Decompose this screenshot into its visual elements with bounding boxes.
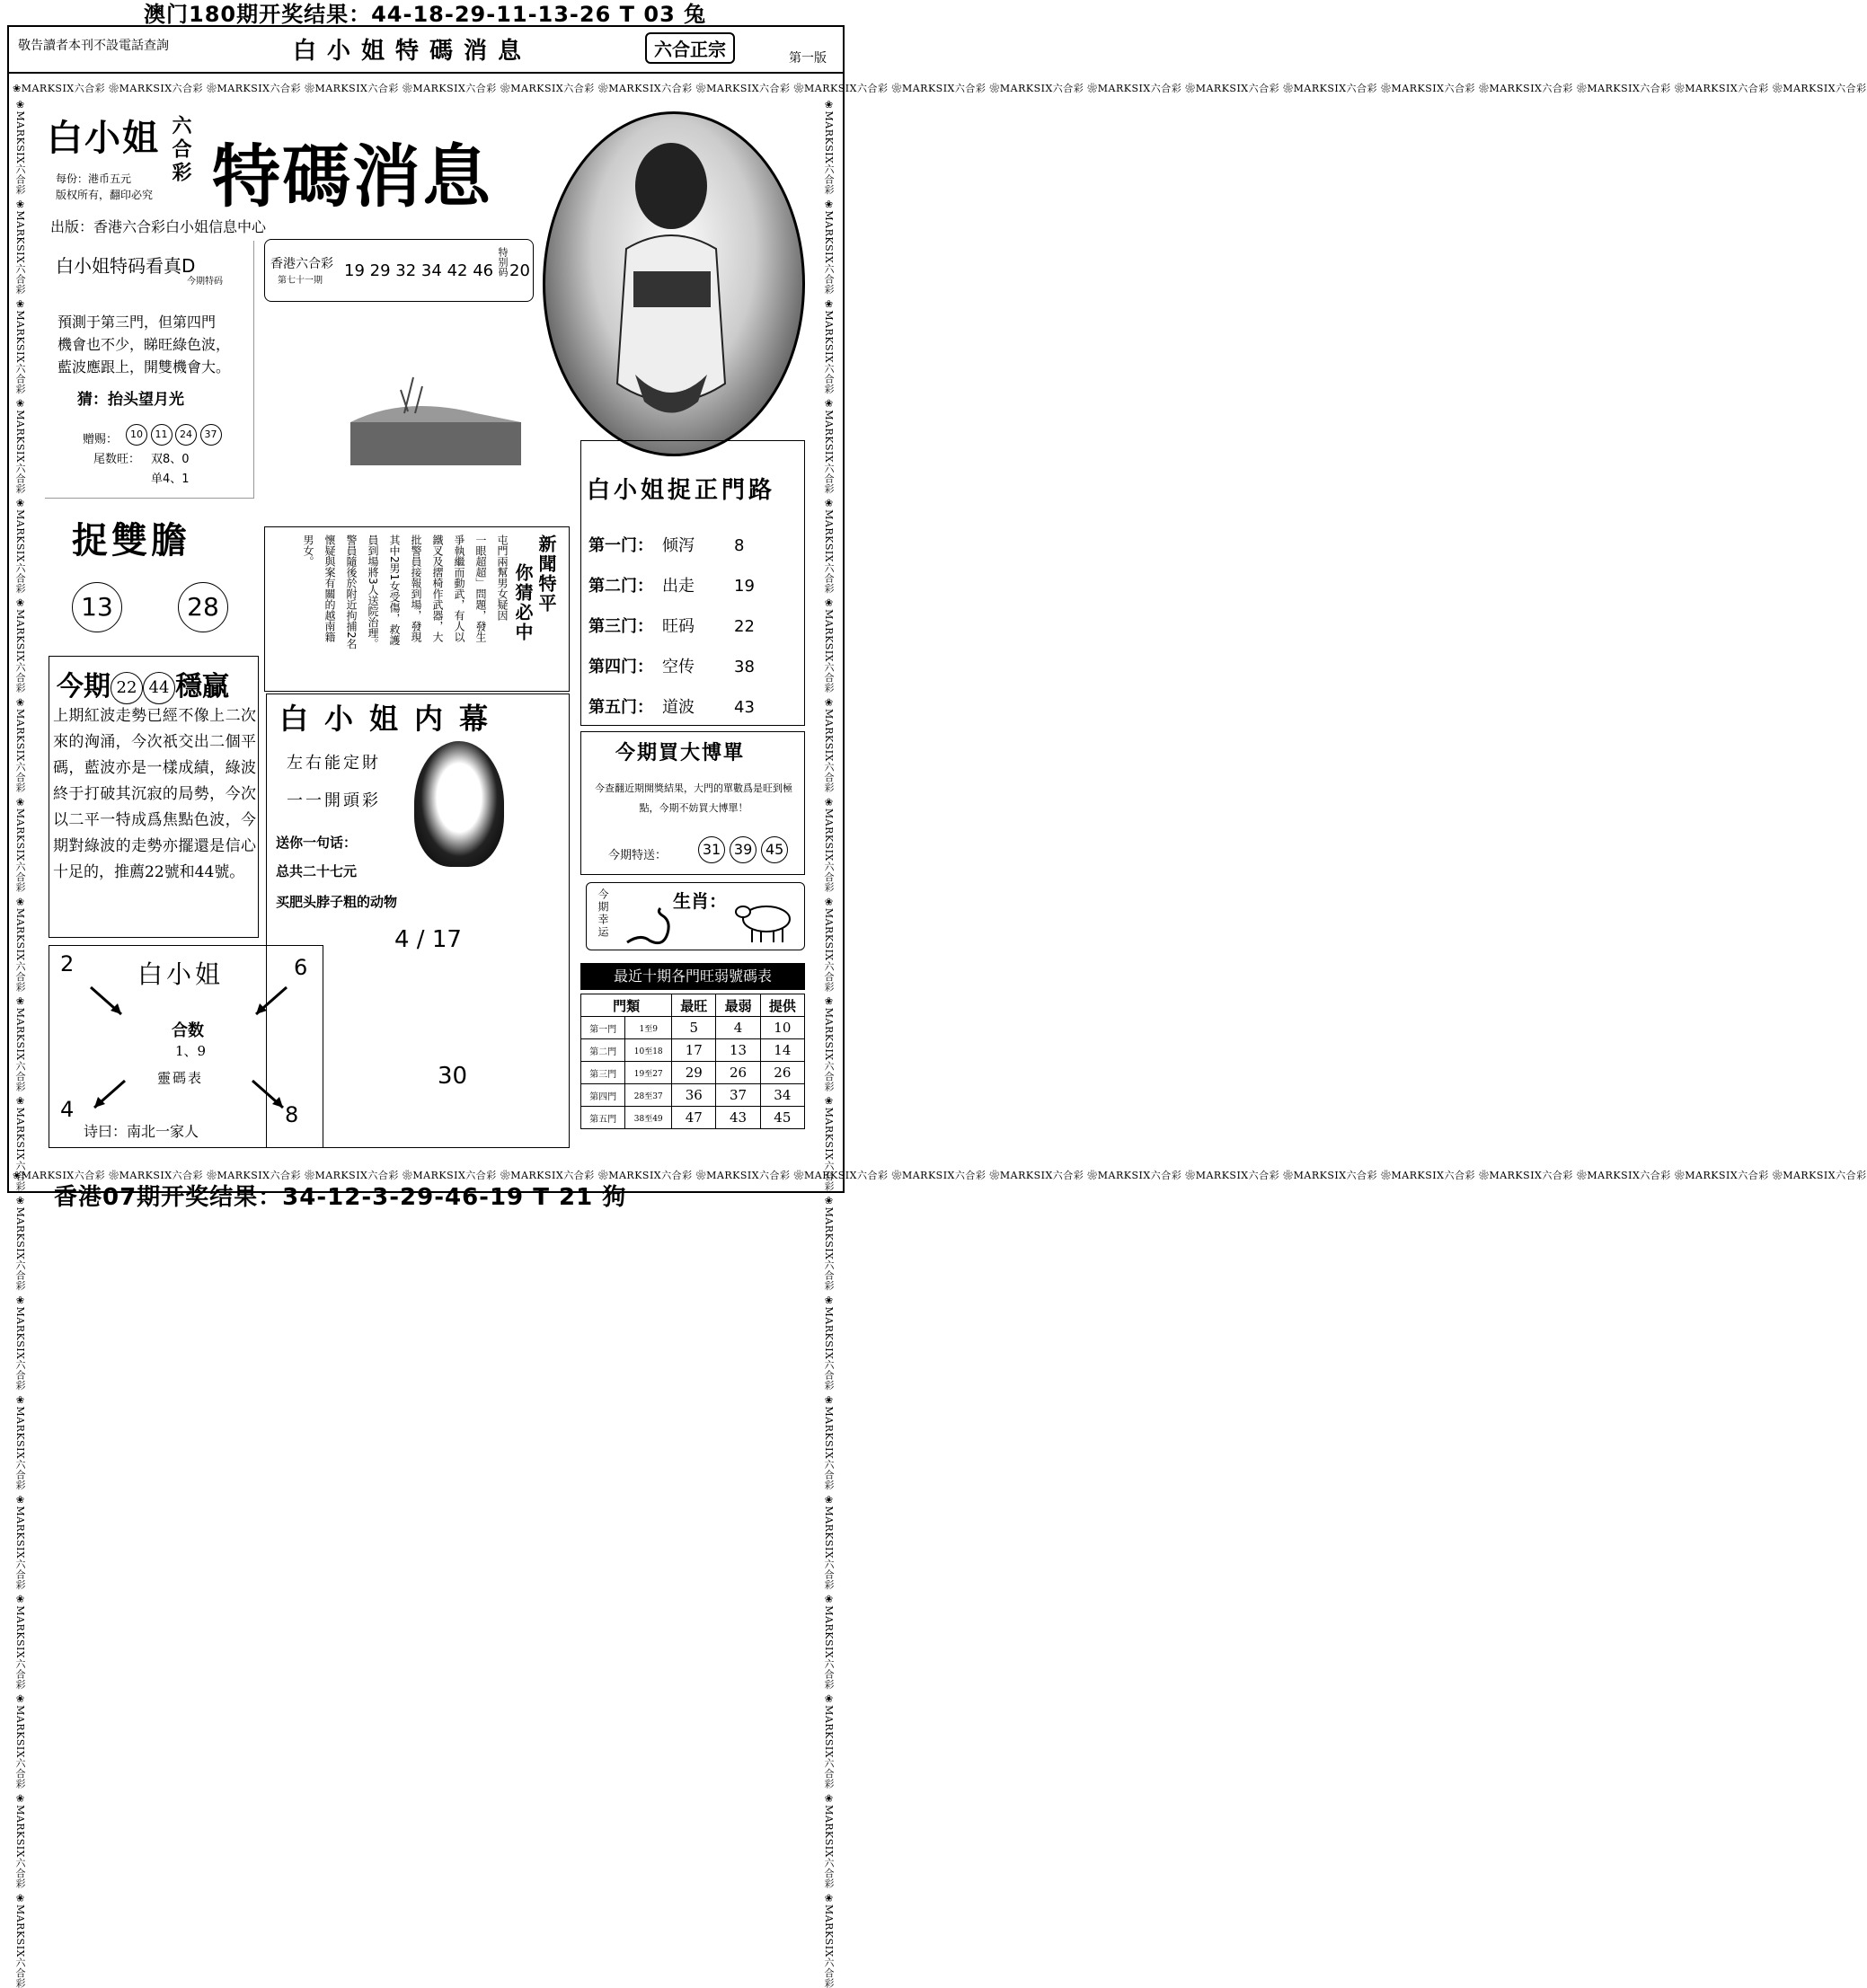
lottery-number: 34 — [420, 261, 442, 280]
gift-numbers — [126, 424, 222, 446]
page-header — [9, 27, 843, 74]
table-row: 第三門 19至27 29 26 26 — [581, 1062, 805, 1084]
big-bet-number: 39 — [730, 836, 757, 863]
door-table-title: 最近十期各門旺弱號碼表 — [580, 963, 805, 990]
double-pick-number: 13 — [72, 582, 122, 632]
top-banner — [0, 0, 853, 27]
door-routes-box — [580, 440, 805, 726]
forecast-riddle: 猜：抬头望月光 — [77, 391, 184, 409]
inside-gift-line1: 总共二十七元 — [276, 863, 358, 879]
news-title: 新聞特平 — [535, 535, 557, 614]
zodiac-box — [586, 882, 805, 950]
news-subtitle: 你猜必中 — [512, 563, 534, 642]
door-route-row: 第二门： 出走 19 — [588, 577, 755, 596]
inside-title: 白小姐内幕 — [279, 702, 505, 736]
lucky-corner-number: 6 — [294, 955, 308, 980]
forecast-line: 預測于第三門，但第四門 — [58, 314, 217, 331]
lucky-poem: 诗曰：南北一家人 — [84, 1123, 199, 1140]
brand-name: 白小姐 — [47, 117, 160, 159]
lucky-chart-title: 白小姐 — [137, 959, 225, 989]
forecast-box — [45, 241, 254, 499]
door-route-row: 第一门： 倾泻 8 — [588, 536, 745, 555]
news-column: 一眼超超」問題，發生 — [474, 535, 487, 642]
big-bet-number: 45 — [761, 836, 788, 863]
news-box — [264, 526, 570, 692]
masthead-stamp: 六合正宗 — [645, 32, 735, 64]
door-table — [580, 994, 805, 1129]
door-route-row: 第四门： 空传 38 — [588, 658, 755, 676]
big-bet-body: 今查翻近期開獎結果，大門的單數爲是旺到極點，今期不妨買大博單！ — [595, 782, 792, 814]
edition-label: 第一版 — [789, 51, 827, 66]
snake-icon — [623, 906, 686, 948]
door-table-col: 門類 — [581, 994, 672, 1017]
door-routes-list — [588, 526, 755, 728]
door-table-col: 最旺 — [672, 994, 716, 1017]
news-column: 爭執繼而動武，有人以 — [453, 535, 465, 642]
top-banner-text: 澳门180期开奖结果：44-18-29-11-13-26 T 03 兔 — [144, 2, 707, 27]
tail-double: 双8、0 — [151, 453, 190, 466]
door-table-col: 提供 — [760, 994, 804, 1017]
sure-win-body: 上期紅波走勢已經不像上二次來的洶涌，今次祇交出二個平碼，藍波亦是一樣成績，綠波終于打破其沉寂的局勢，今次以二平一特成爲焦點色波，今期對綠波的走勢亦擺還是信心十足的，推薦22號和44號。 — [53, 707, 256, 881]
tail-label: 尾数旺： — [93, 453, 141, 466]
lottery-number: 32 — [395, 261, 417, 280]
forecast-line: 機會也不少，睇旺綠色波， — [58, 336, 231, 353]
model-silhouette-icon — [545, 114, 802, 454]
gift-number: 37 — [200, 424, 222, 446]
news-columns — [299, 535, 511, 687]
sure-win-number: 22 — [111, 672, 143, 704]
brand-liuhecai: 六合彩 — [169, 115, 192, 185]
lottery-number: 46 — [473, 261, 494, 280]
bottom-banner: 香港07期开奖结果：34-12-3-29-46-19 T 21 狗 — [54, 1184, 627, 1211]
gift-number: 11 — [151, 424, 173, 446]
lottery-number: 29 — [369, 261, 391, 280]
copyright-text: 版权所有，翻印必究 — [56, 189, 154, 201]
gift-number: 10 — [126, 424, 147, 446]
landscape-illustration — [314, 323, 521, 476]
inside-line1: 左右能定財 — [287, 754, 381, 773]
sure-win-suffix: 穩贏 — [175, 671, 229, 702]
double-pick-number: 28 — [178, 582, 228, 632]
gift-label: 赠赐： — [83, 433, 119, 446]
door-table-col: 最弱 — [716, 994, 760, 1017]
door-table-box — [580, 963, 805, 1148]
news-column: 鐵叉及摺椅作武器，大 — [431, 535, 444, 642]
lottery-result-box — [264, 239, 534, 302]
sure-win-box — [49, 656, 259, 938]
door-routes-title: 白小姐捉正門路 — [587, 477, 776, 504]
lucky-corner-number: 4 — [60, 1097, 75, 1122]
lottery-label: 香港六合彩 — [270, 257, 333, 271]
special-number: 20 — [509, 261, 530, 280]
table-row: 第二門 10至18 17 13 14 — [581, 1039, 805, 1062]
news-column: 警員隨後於附近拘捕2名 — [345, 535, 358, 649]
model-photo — [543, 111, 805, 456]
border-strip-right: ❀MARKSIX六合彩 ❀MARKSIX六合彩 ❀MARKSIX六合彩 ❀MARKSIX六合彩 ❀MARKSIX六合彩 ❀MARKSIX六合彩 ❀MARKSIX六合彩 ❀MARKSIX六合彩 ❀MARKSIX六合彩 ❀MARKSIX六合彩 ❀MARKSIX六合彩 ❀MARKSIX六合彩 ❀MARKSIX六合彩 ❀MARKSIX六合彩 ❀MARKSIX六合彩 ❀MARKSIX六合彩 ❀MARKSIX六合彩 ❀MARKSIX六合彩 ❀MARKSIX六合彩 — [823, 99, 835, 1988]
border-strip-top: ❀MARKSIX六合彩 ❀MARKSIX六合彩 ❀MARKSIX六合彩 ❀MARKSIX六合彩 ❀MARKSIX六合彩 ❀MARKSIX六合彩 ❀MARKSIX六合彩 ❀MARKSIX六合彩 ❀MARKSIX六合彩 ❀MARKSIX六合彩 ❀MARKSIX六合彩 ❀MARKSIX六合彩 ❀MARKSIX六合彩 ❀MARKSIX六合彩 ❀MARKSIX六合彩 ❀MARKSIX六合彩 ❀MARKSIX六合彩 ❀MARKSIX六合彩 ❀MARKSIX六合彩 — [13, 83, 1867, 94]
table-row: 第五門 38至49 47 43 45 — [581, 1107, 805, 1129]
big-bet-box — [580, 731, 805, 875]
lucky-chart-box — [49, 945, 323, 1148]
price-text: 每份：港币五元 — [56, 172, 132, 185]
lottery-numbers — [344, 261, 493, 280]
lucky-corner-number: 2 — [60, 951, 75, 976]
notice-text: 敬告讀者本刊不設電話查詢 — [18, 39, 169, 53]
inside-gift-title: 送你一句话： — [276, 835, 358, 851]
border-strip-bottom: ❀MARKSIX六合彩 ❀MARKSIX六合彩 ❀MARKSIX六合彩 ❀MARKSIX六合彩 ❀MARKSIX六合彩 ❀MARKSIX六合彩 ❀MARKSIX六合彩 ❀MARKSIX六合彩 ❀MARKSIX六合彩 ❀MARKSIX六合彩 ❀MARKSIX六合彩 ❀MARKSIX六合彩 ❀MARKSIX六合彩 ❀MARKSIX六合彩 ❀MARKSIX六合彩 ❀MARKSIX六合彩 ❀MARKSIX六合彩 ❀MARKSIX六合彩 ❀MARKSIX六合彩 — [13, 1170, 1867, 1181]
landscape-icon — [314, 323, 521, 476]
big-bet-send-label: 今期特送： — [608, 849, 668, 862]
main-title: 特碼消息 — [212, 137, 492, 216]
news-column: 男女。 — [302, 535, 314, 567]
table-row: 第四門 28至37 36 37 34 — [581, 1084, 805, 1107]
woman-portrait — [414, 741, 504, 867]
forecast-line: 藍波應跟上，開雙機會大。 — [58, 358, 231, 376]
masthead-title: 白小姐特碼消息 — [293, 38, 533, 65]
big-bet-number: 31 — [698, 836, 725, 863]
border-strip-left: ❀MARKSIX六合彩 ❀MARKSIX六合彩 ❀MARKSIX六合彩 ❀MARKSIX六合彩 ❀MARKSIX六合彩 ❀MARKSIX六合彩 ❀MARKSIX六合彩 ❀MARKSIX六合彩 ❀MARKSIX六合彩 ❀MARKSIX六合彩 ❀MARKSIX六合彩 ❀MARKSIX六合彩 ❀MARKSIX六合彩 ❀MARKSIX六合彩 ❀MARKSIX六合彩 ❀MARKSIX六合彩 ❀MARKSIX六合彩 ❀MARKSIX六合彩 ❀MARKSIX六合彩 — [14, 99, 26, 1988]
forecast-title: 白小姐特码看真D — [56, 255, 196, 277]
zodiac-side: 今期幸运 — [597, 888, 609, 939]
lottery-number: 42 — [447, 261, 468, 280]
news-column: 批警員接報到場，發現 — [410, 535, 422, 642]
big-bet-numbers — [698, 836, 788, 863]
door-table-header — [581, 994, 805, 1017]
double-pick-title: 捉雙膽 — [72, 519, 190, 561]
sheep-icon — [730, 897, 797, 946]
inside-gift-line2: 买肥头脖子粗的动物 — [276, 894, 398, 910]
lucky-corner-number: 8 — [285, 1102, 299, 1127]
forecast-subtitle: 今期特码 — [187, 277, 223, 287]
lottery-number: 19 — [344, 261, 365, 280]
table-row: 第一門 1至9 5 4 10 — [581, 1017, 805, 1039]
inside-numbers: 4 / 17 — [394, 926, 462, 953]
lucky-sub: 靈碼表 — [157, 1070, 204, 1086]
inside-bottom-number: 30 — [438, 1063, 468, 1090]
zodiac-title: 生肖： — [673, 890, 727, 912]
publisher-text: 出版：香港六合彩白小姐信息中心 — [50, 218, 267, 235]
door-route-row: 第三门： 旺码 22 — [588, 617, 755, 636]
forecast-lines — [58, 311, 230, 378]
special-label: 特别码 — [497, 247, 509, 277]
sure-win-heading — [57, 664, 229, 704]
news-column: 懷疑與案有關的越南籍 — [323, 535, 336, 642]
news-column: 員到場將3人送院治理。 — [367, 535, 379, 649]
door-route-row: 第五门： 道波 43 — [588, 698, 755, 717]
lottery-period: 第七十一期 — [278, 276, 323, 286]
big-bet-title: 今期買大博單 — [615, 741, 746, 764]
news-column: 其中2男1女受傷，救護 — [388, 535, 401, 646]
news-column: 屯門兩幫男女疑因 — [496, 535, 509, 621]
inside-line2: 一一開頭彩 — [287, 791, 381, 810]
lucky-sum-label: 合数 — [172, 1021, 204, 1040]
sure-win-prefix: 今期 — [57, 671, 111, 702]
tail-single: 单4、1 — [151, 473, 190, 486]
gift-number: 24 — [175, 424, 197, 446]
lucky-sum-values: 1、9 — [175, 1043, 207, 1059]
sure-win-number: 44 — [143, 672, 175, 704]
